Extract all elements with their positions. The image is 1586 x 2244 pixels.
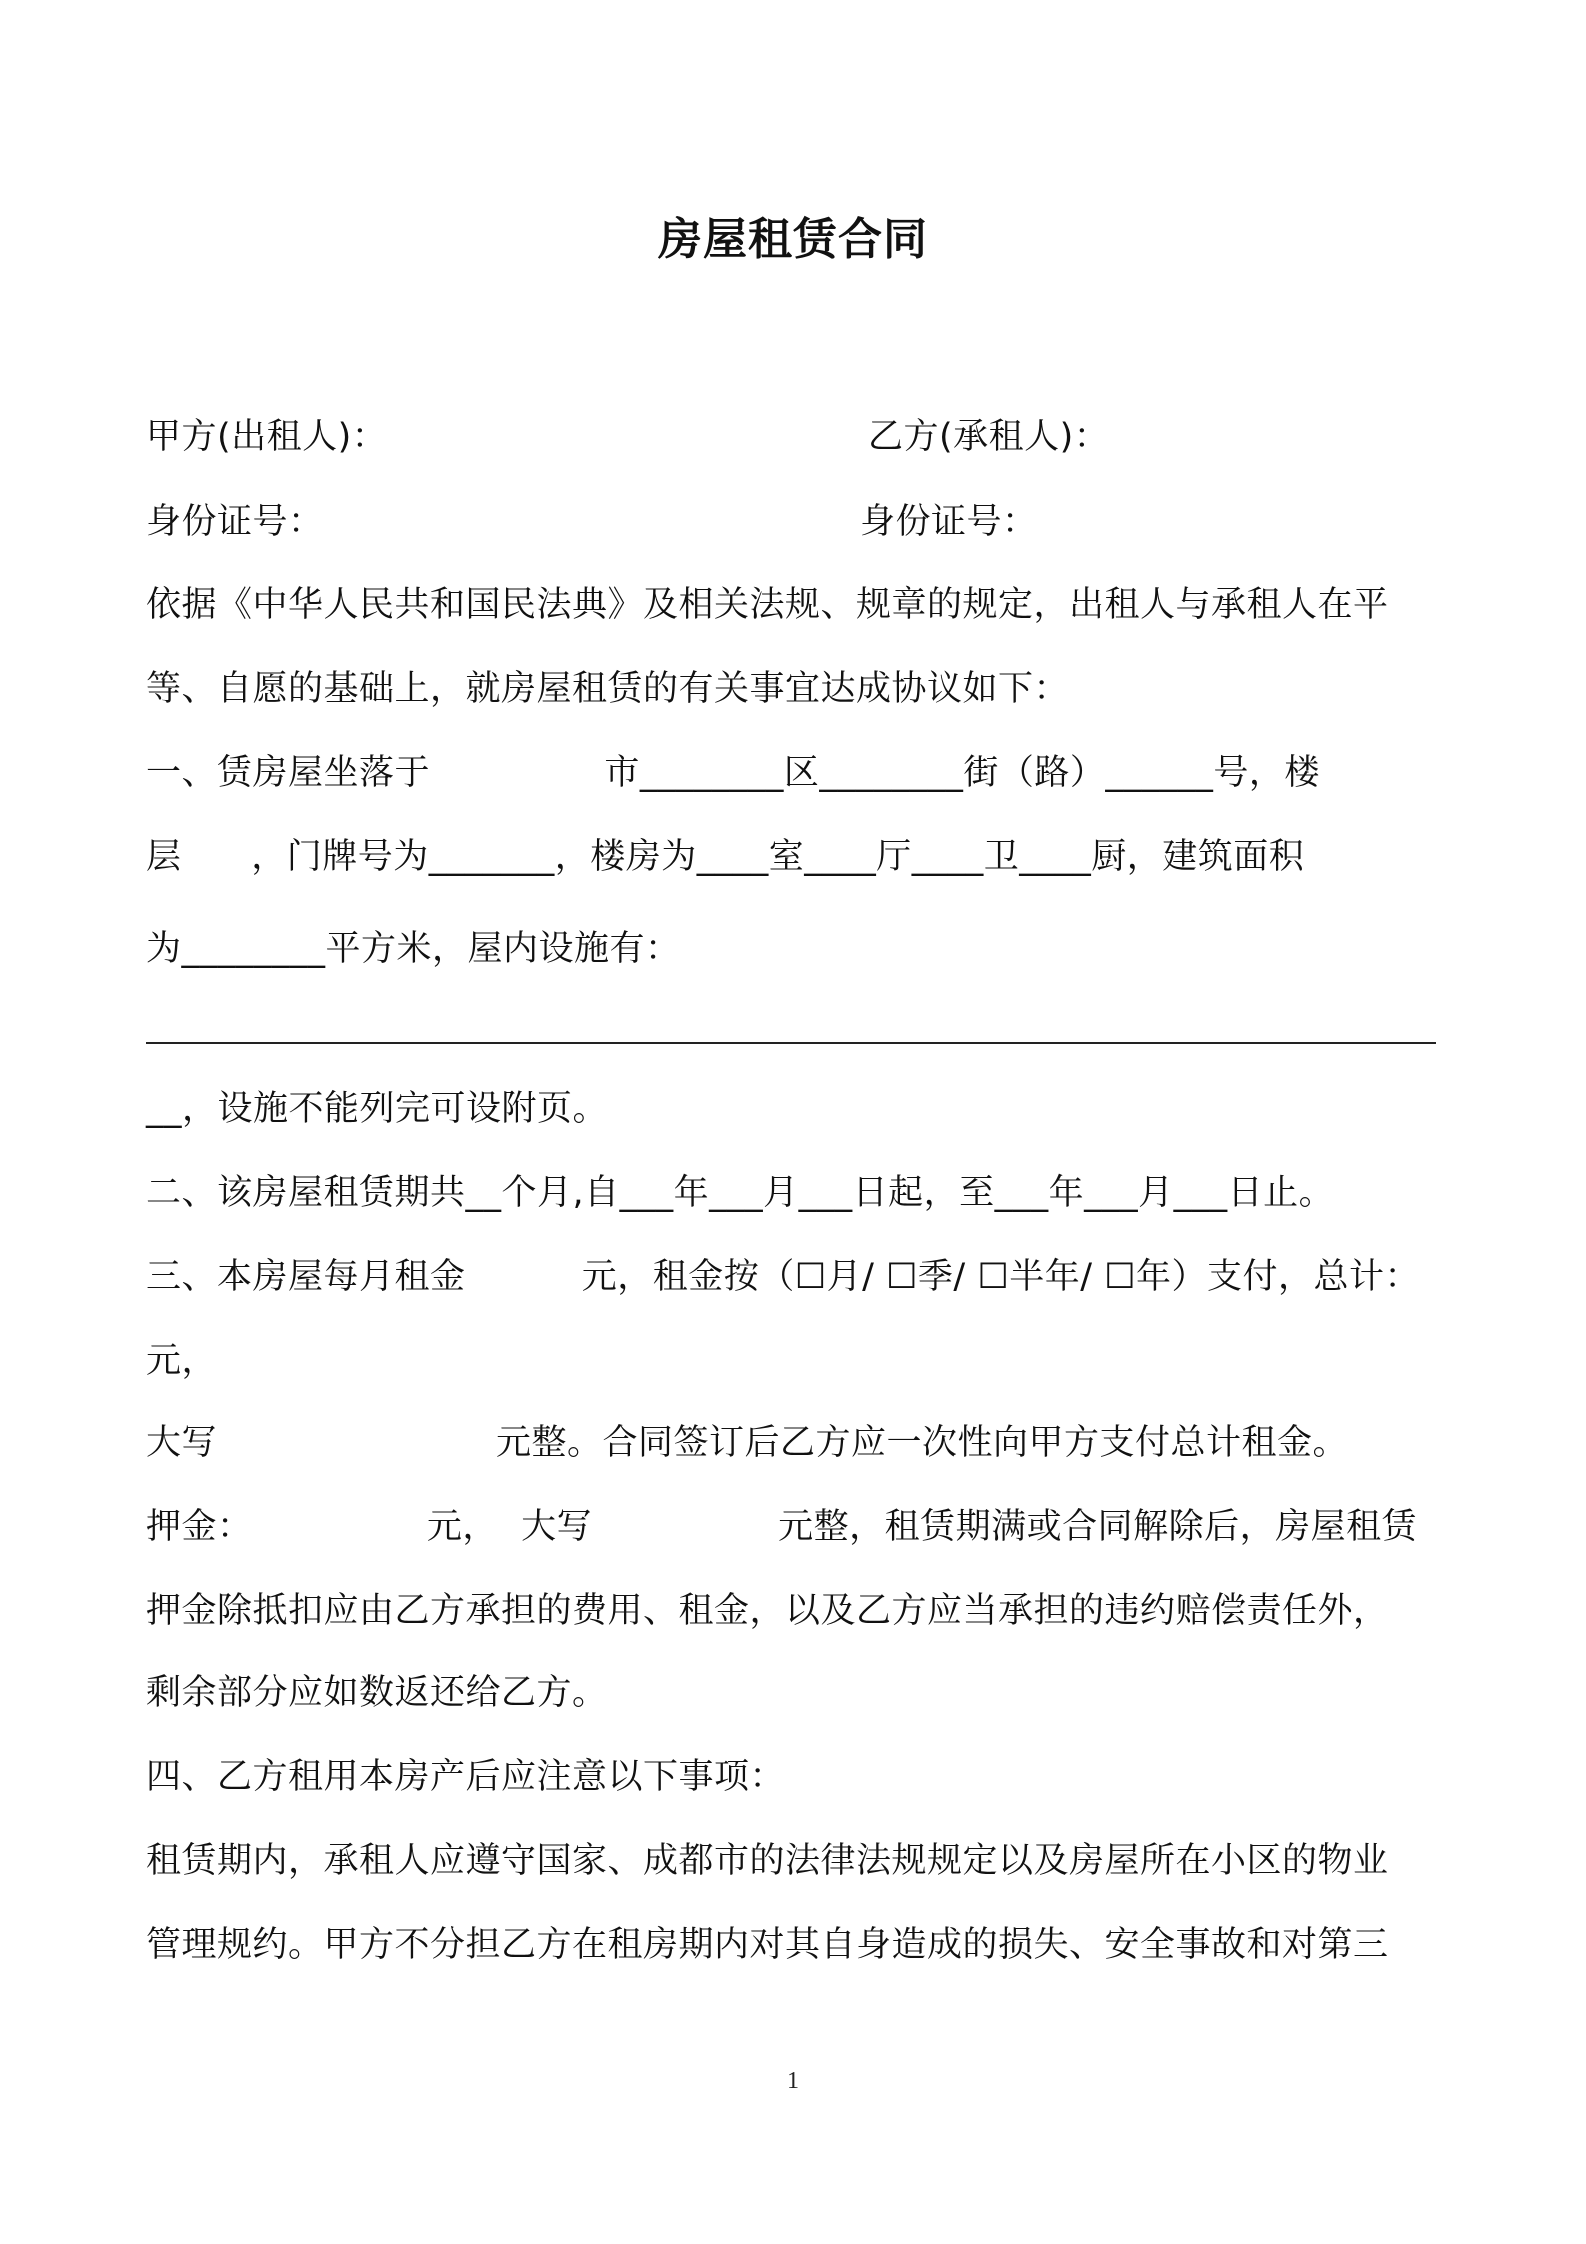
preamble-line-1: 依据《中华人民共和国民法典》及相关法规、规章的规定，出租人与承租人在平	[146, 585, 1389, 625]
facilities-blank-line	[146, 1042, 1436, 1044]
preamble-line-2: 等、自愿的基础上，就房屋租赁的有关事宜达成协议如下：	[146, 669, 1070, 709]
party-b-label: 乙方(承租人)：	[868, 417, 1110, 457]
clause-3-line-1: 三、本房屋每月租金 元，租金按（☐月/ ☐季/ ☐半年/ ☐年）支付，总计：	[146, 1257, 1421, 1297]
deposit-line-1: 押金： 元， 大写 元整，租赁期满或合同解除后，房屋租赁	[146, 1507, 1418, 1547]
deposit-line-2: 押金除抵扣应由乙方承担的费用、租金，以及乙方应当承担的违约赔偿责任外，	[146, 1591, 1389, 1631]
clause-1-line-3: 为________平方米，屋内设施有：	[146, 929, 681, 969]
party-a-label: 甲方(出租人)：	[146, 417, 388, 457]
clause-3-line-2: 元，	[146, 1341, 218, 1381]
id-b-label: 身份证号：	[860, 502, 1038, 542]
clause-2-line: 二、该房屋租赁期共__个月,自___年___月___日起，至___年___月___日止。	[146, 1173, 1335, 1213]
page-number: 1	[787, 2068, 799, 2094]
clause-4-line-2: 管理规约。甲方不分担乙方在租房期内对其自身造成的损失、安全事故和对第三	[146, 1925, 1389, 1965]
deposit-line-3: 剩余部分应如数返还给乙方。	[146, 1673, 608, 1713]
id-a-label: 身份证号：	[146, 502, 324, 542]
clause-1-line-4: __，设施不能列完可设附页。	[146, 1089, 609, 1129]
clause-1-line-1: 一、赁房屋坐落于 市________区________街（路）______号，楼	[146, 753, 1320, 793]
clause-4-heading: 四、乙方租用本房产后应注意以下事项：	[146, 1757, 786, 1797]
clause-1-line-2: 层 ，门牌号为_______，楼房为____室____厅____卫____厨，建筑面积	[146, 837, 1305, 877]
clause-4-line-1: 租赁期内，承租人应遵守国家、成都市的法律法规规定以及房屋所在小区的物业	[146, 1841, 1389, 1881]
clause-3-line-3: 大写 元整。合同签订后乙方应一次性向甲方支付总计租金。	[146, 1423, 1349, 1463]
document-title: 房屋租赁合同	[658, 214, 928, 265]
